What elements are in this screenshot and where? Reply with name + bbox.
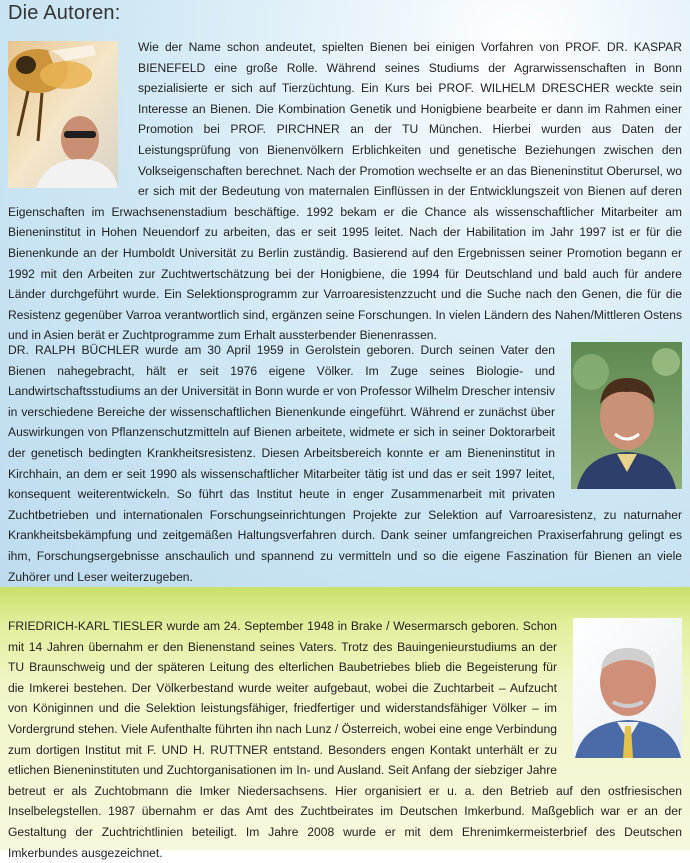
author-photo-buechler <box>571 342 682 489</box>
author-photo-tiesler <box>573 618 682 758</box>
author-name-bienefeld: PROF. DR. KASPAR BIENEFELD <box>138 40 682 75</box>
author-photo-bienefeld <box>8 41 118 188</box>
page-heading: Die Autoren: <box>8 2 121 24</box>
author-name-tiesler: FRIEDRICH-KARL TIESLER <box>8 619 163 633</box>
author-bio-bienefeld: Wie der Name schon andeutet, spielten Bienen bei einigen Vorfahren von PROF. DR. KASPAR BIENEFELD eine große Rolle. Während seines Studiums der Agrarwissenschaften in Bonn spezialisierte er sich auf Tierzüchtung. Ein Kurs bei PROF. WILHELM DRESCHER weckte sein Interesse an Bienen. Die Kombination Genetik und Honigbiene bearbeite er dann im Rahmen einer Promotion bei PROF. PIRCHNER an der TU München. Hierbei wurden aus Daten der Leistungsprüfung von Bienenvölkern Erblichkeiten und genetische Beziehungen zwischen den Volkseigenschaften berechnet. Nach der Promotion wechselte er an das Bieneninstitut Oberursel, wo er sich mit der Bedeutung von maternalen Einflüssen in der Entwicklungszeit von Bienen auf deren Eigenschaften im Erwachsenenstadium beschäftige. 1992 bekam er die Chance als wissenschaftlicher Mitarbeiter am Bieneninstitut in Hohen Neuendorf zu arbeiten, das er seit 1995 leitet. Nach der Habilitation im Jahr 1997 ist er für die Bienenkunde an der Humboldt Universität zu Berlin zuständig. Basierend auf den Ergebnissen seiner Promotion begann er 1992 mit den Arbeiten zur Zuchtwertschätzung bei der Honigbiene, die 1994 für Deutschland und bald auch für andere Länder durchgeführt wurde. Ein Selektionsprogramm zur Varroaresistenzzucht und die Suche nach den Genen, die für die Resistenz gegenüber Varroa verantwortlich sind, ergänzen seine Forschungen. In vielen Ländern des Nahen/Mittleren Ostens und in Asien berät er Zuchtprogramme zum Erhalt aussterbender Bienenrassen. <box>8 40 682 343</box>
author-bio-buechler: DR. RALPH BÜCHLER wurde am 30 April 1959 in Gerolstein geboren. Durch seinen Vater den Bienen nahegebracht, hält er seit 1976 eigene Völker. Im Zuge seines Biologie- und Landwirtschaftsstudiums an der Universität in Bonn wurde er von Professor Wilhelm Drescher intensiv in verschiedene Bereiche der wissenschaftlichen Bienenkunde eingeführt. Während er zunächst über Auswirkungen von Pflanzenschutzmitteln auf Bienen arbeitete, widmete er sich in seiner Doktorarbeit der genetisch bedingten Krankheitsresistenz. Diesen Arbeitsbereich konnte er am Bieneninstitut in Kirchhain, an dem er seit 1990 als wissenschaftlicher Mitarbeiter tätig ist und das er seit 1997 leitet, konsequent weiterentwickeln. So führt das Institut heute in enger Zusammenarbeit mit privaten Zuchtbetrieben und internationalen Forschungseinrichtungen Projekte zur Selektion auf Varroaresistenz, zu naturnaher Krankheitsbekämpfung und zeitgemäßen Haltungsverfahren durch. Dank seiner umfangreichen Praxiserfahrung gelingt es ihm, Forschungsergebnisse anschaulich und spannend zu vermitteln und so die eigene Faszination für Bienen an viele Zuhörer und Leser weiterzugeben. <box>8 343 682 584</box>
author-bio-tiesler: FRIEDRICH-KARL TIESLER wurde am 24. September 1948 in Brake / Wesermarsch geboren. Schon mit 14 Jahren übernahm er den Bienenstand seines Vaters. Trotz des Bauingenieurstudiums an der TU Braunschweig und der späteren Leitung des elterlichen Baubetriebes blieb die Begeisterung für die Imkerei bestehen. Der Völkerbestand wurde weiter aufgebaut, wobei die Zuchtarbeit – Aufzucht von Königinnen und die Selektion leistungsfähiger, friedfertiger und widerstandsfähiger Völker – im Vordergrund stehen. Viele Aufenthalte führten ihn nach Lunz / Österreich, wobei eine enge Verbindung zum dortigen Institut mit F. UND H. RUTTNER entstand. Besonders engen Kontakt unterhält er zu etlichen Bieneninstituten und Zuchtorganisationen im In- und Ausland. Seit Anfang der siebziger Jahre betreut er als Zuchtobmann die Imker Niedersachsens. Hier organisiert er u. a. den Betrieb auf den ostfriesischen Inselbelegstellen. 1987 übernahm er das Amt des Zuchtbeirates im Deutschen Imkerbund. Maßgeblich war er an der Gestaltung der Zuchtrichtlinien beteiligt. Im Jahre 2008 wurde er mit dem Ehrenimkermeisterbrief des Deutschen Imkerbundes ausgezeichnet. <box>8 619 682 860</box>
author-name-buechler: DR. RALPH BÜCHLER <box>8 343 140 357</box>
